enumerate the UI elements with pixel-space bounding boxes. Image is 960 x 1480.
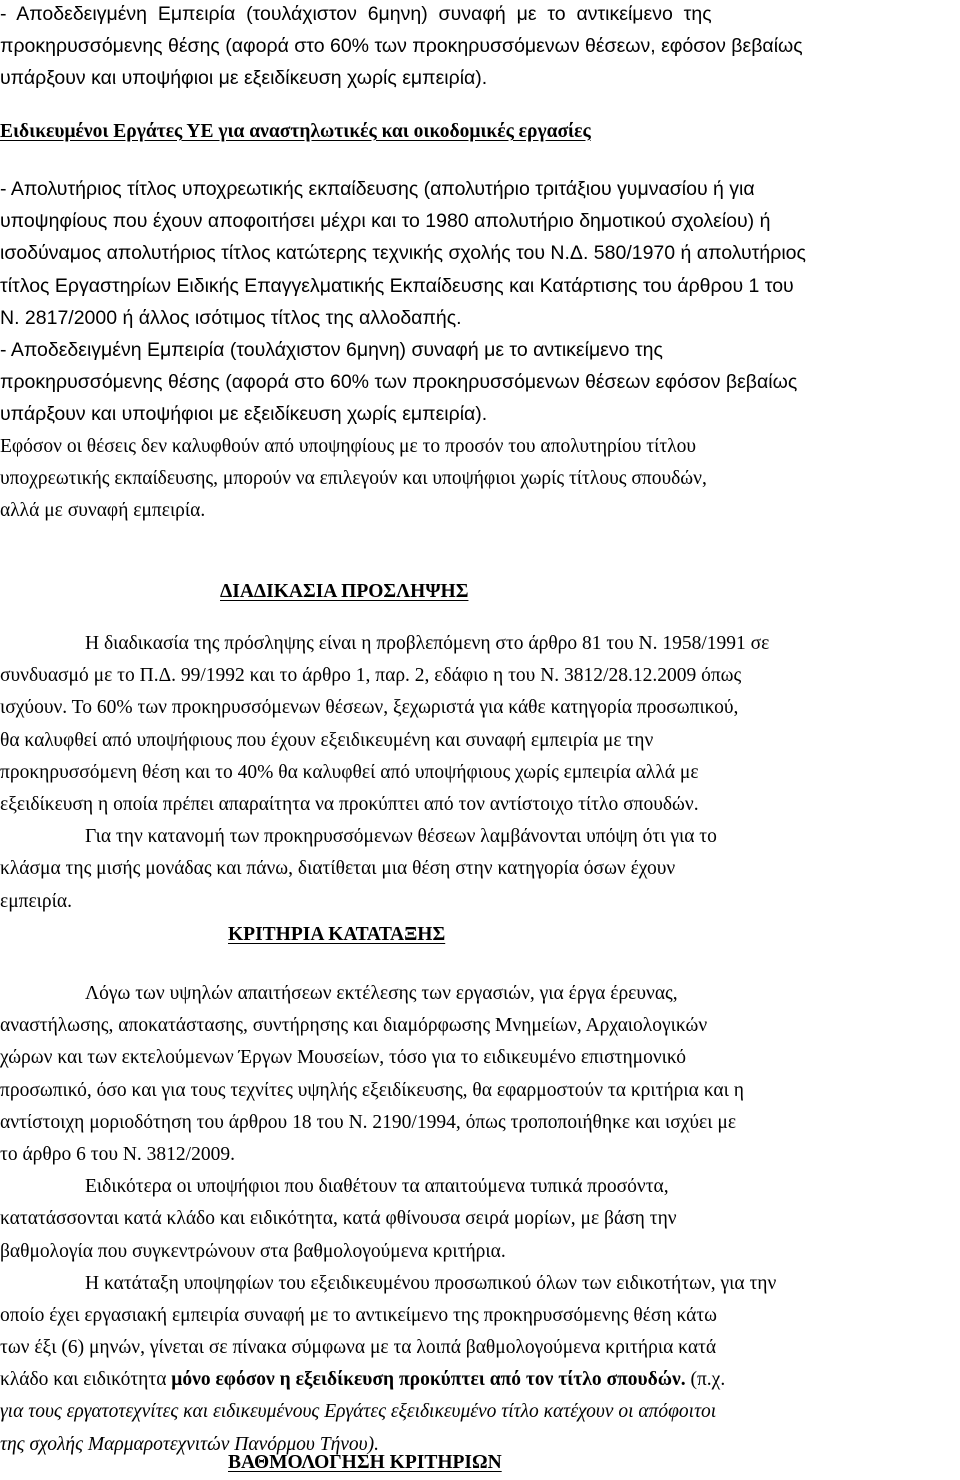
text-line: κλάσμα της μισής μονάδας και πάνω, διατίθεται μια θέση στην κατηγορία όσων έχουν [0, 858, 676, 880]
text-line: υπάρξουν και υποψήφιοι με εξειδίκευση χωρίς εμπειρία). [0, 67, 488, 90]
text-line: οποίο έχει εργασιακή εμπειρία συναφή με το αντικείμενο της προκηρυσσόμενης θέση κάτω [0, 1304, 718, 1326]
procedure-heading: ΔΙΑΔΙΚΑΣΙΑ ΠΡΟΣΛΗΨΗΣ [220, 581, 469, 602]
text-line: υποχρεωτικής εκπαίδευσης, μπορούν να επιλεγούν και υποψήφιοι χωρίς τίτλους σπουδών, [0, 467, 707, 489]
text-line: - Απολυτήριος τίτλος υποχρεωτικής εκπαίδευσης (απολυτήριο τριτάξιου γυμνασίου ή για [0, 178, 755, 200]
text-line: αντίστοιχη μοριοδότηση του άρθρου 18 του Ν. 2190/1994, όπως τροποποιήθηκε και ισχύει με [0, 1111, 737, 1133]
text-line: κατατάσσονται κατά κλάδο και ειδικότητα, κατά φθίνουσα σειρά μορίων, με βάση την [0, 1208, 677, 1230]
italic-line: για τους εργατοτεχνίτες και ειδικευμένους Εργάτες εξειδικευμένο τίτλο κατέχουν οι απόφοιτοι [0, 1401, 717, 1423]
specialized-workers-heading: Ειδικευμένοι Εργάτες ΥΕ για αναστηλωτικές και οικοδομικές εργασίες [0, 121, 591, 142]
text-line: εξειδίκευση η οποία πρέπει απαραίτητα να προκύπτει από τον αντίστοιχο τίτλο σπουδών. [0, 793, 699, 815]
text-line: το άρθρο 6 του Ν. 3812/2009. [0, 1143, 235, 1165]
text-line: προσωπικό, όσο και για τους τεχνίτες υψηλής εξειδίκευσης, θα εφαρμοστούν τα κριτήρια και η [0, 1079, 744, 1101]
text-line [0, 0, 960, 30]
line-text: - Αποδεδειγμένη Εμπειρία (τουλάχιστον 6μηνη) συναφή με το αντικείμενο της [0, 3, 712, 25]
text-line: βαθμολογία που συγκεντρώνουν στα βαθμολογούμενα κριτήρια. [0, 1240, 506, 1262]
text-line: Η κατάταξη υποψηφίων του εξειδικευμένου προσωπικού όλων των ειδικοτήτων, για την [85, 1272, 777, 1294]
scoring-heading: ΒΑΘΜΟΛΟΓΗΣΗ ΚΡΙΤΗΡΙΩΝ [228, 1452, 502, 1473]
text-line: - Αποδεδειγμένη Εμπειρία (τουλάχιστον 6μηνη) συναφή με το αντικείμενο της [0, 338, 663, 361]
text-line: προκηρυσσόμενη θέση και το 40% θα καλυφθεί από υποψήφιους χωρίς εμπειρία αλλά με [0, 761, 699, 783]
criteria-heading: ΚΡΙΤΗΡΙΑ ΚΑΤΑΤΑΞΗΣ [228, 924, 446, 945]
text-line: χώρων και των εκτελούμενων Έργων Μουσείων, τόσο για το ειδικευμένο επιστημονικό [0, 1047, 687, 1069]
text-line: θα καλυφθεί από υποψήφιους που έχουν εξειδικευμένη και συναφή εμπειρία με την [0, 729, 654, 751]
text-line: Ειδικότερα οι υποψήφιοι που διαθέτουν τα απαιτούμενα τυπικά προσόντα, [85, 1176, 669, 1198]
text-line: Εφόσον οι θέσεις δεν καλυφθούν από υποψηφίους με το προσόν του απολυτηρίου τίτλου [0, 435, 697, 457]
text-line: εμπειρία. [0, 890, 72, 912]
line-prefix: κλάδο και ειδικότητα [0, 1369, 172, 1391]
procedure-body [0, 628, 960, 918]
criteria-body [0, 978, 960, 1461]
text-line: των έξι (6) μηνών, γίνεται σε πίνακα σύμφωνα με τα λοιπά βαθμολογούμενα κριτήρια κατά [0, 1337, 717, 1359]
text-line: Ν. 2817/2000 ή άλλος ισότιμος τίτλος της αλλοδαπής. [0, 306, 462, 329]
text-line: τίτλος Εργαστηρίων Ειδικής Επαγγελματικής Εκπαίδευσης και Κατάρτισης του άρθρου 1 του [0, 274, 794, 297]
specialized-workers-body [0, 173, 960, 527]
text-line: προκηρυσσόμενης θέσης (αφορά στο 60% των προκηρυσσόμενων θέσεων εφόσον βεβαίως [0, 371, 798, 394]
text-line: ισχύουν. Το 60% των προκηρυσσόμενων θέσεων, ξεχωριστά για κάθε κατηγορία προσωπικού, [0, 697, 739, 719]
text-line: αλλά με συναφή εμπειρία. [0, 499, 206, 521]
italic-line: της σχολής Μαρμαροτεχνιτών Πανόρμου Τήνου). [0, 1433, 379, 1455]
experience-paragraph-1 [0, 0, 960, 95]
text-line: Λόγω των υψηλών απαιτήσεων εκτέλεσης των εργασιών, για έργα έρευνας, [85, 983, 678, 1004]
text-line: προκηρυσσόμενης θέσης (αφορά στο 60% των προκηρυσσόμενων θέσεων, εφόσον βεβαίως [0, 35, 803, 58]
line-suffix: (π.χ. [685, 1369, 726, 1391]
text-line: υπάρξουν και υποψήφιοι με εξειδίκευση χωρίς εμπειρία). [0, 403, 488, 426]
text-line: αναστήλωσης, αποκατάστασης, συντήρησης και διαμόρφωσης Μνημείων, Αρχαιολογικών [0, 1015, 708, 1037]
text-line: Για την κατανομή των προκηρυσσόμενων θέσεων λαμβάνονται υπόψη ότι για το [85, 826, 717, 848]
text-line: Η διαδικασία της πρόσληψης είναι η προβλεπόμενη στο άρθρο 81 του Ν. 1958/1991 σε [85, 633, 770, 654]
text-line: ισοδύναμος απολυτήριος τίτλος κατώτερης τεχνικής σχολής του Ν.Δ. 580/1970 ή απολυτήριος [0, 242, 806, 265]
text-line: υποψηφίους που έχουν αποφοιτήσει μέχρι και το 1980 απολυτήριο δημοτικού σχολείου) ή [0, 210, 771, 233]
text-line-bold-mix [0, 1364, 960, 1396]
text-line: συνδυασμό με το Π.Δ. 99/1992 και το άρθρο 1, παρ. 2, εδάφιο η του Ν. 3812/28.12.2009 όπως [0, 665, 742, 687]
bold-emphasis: μόνο εφόσον η εξειδίκευση προκύπτει από τον τίτλο σπουδών. [171, 1369, 686, 1391]
